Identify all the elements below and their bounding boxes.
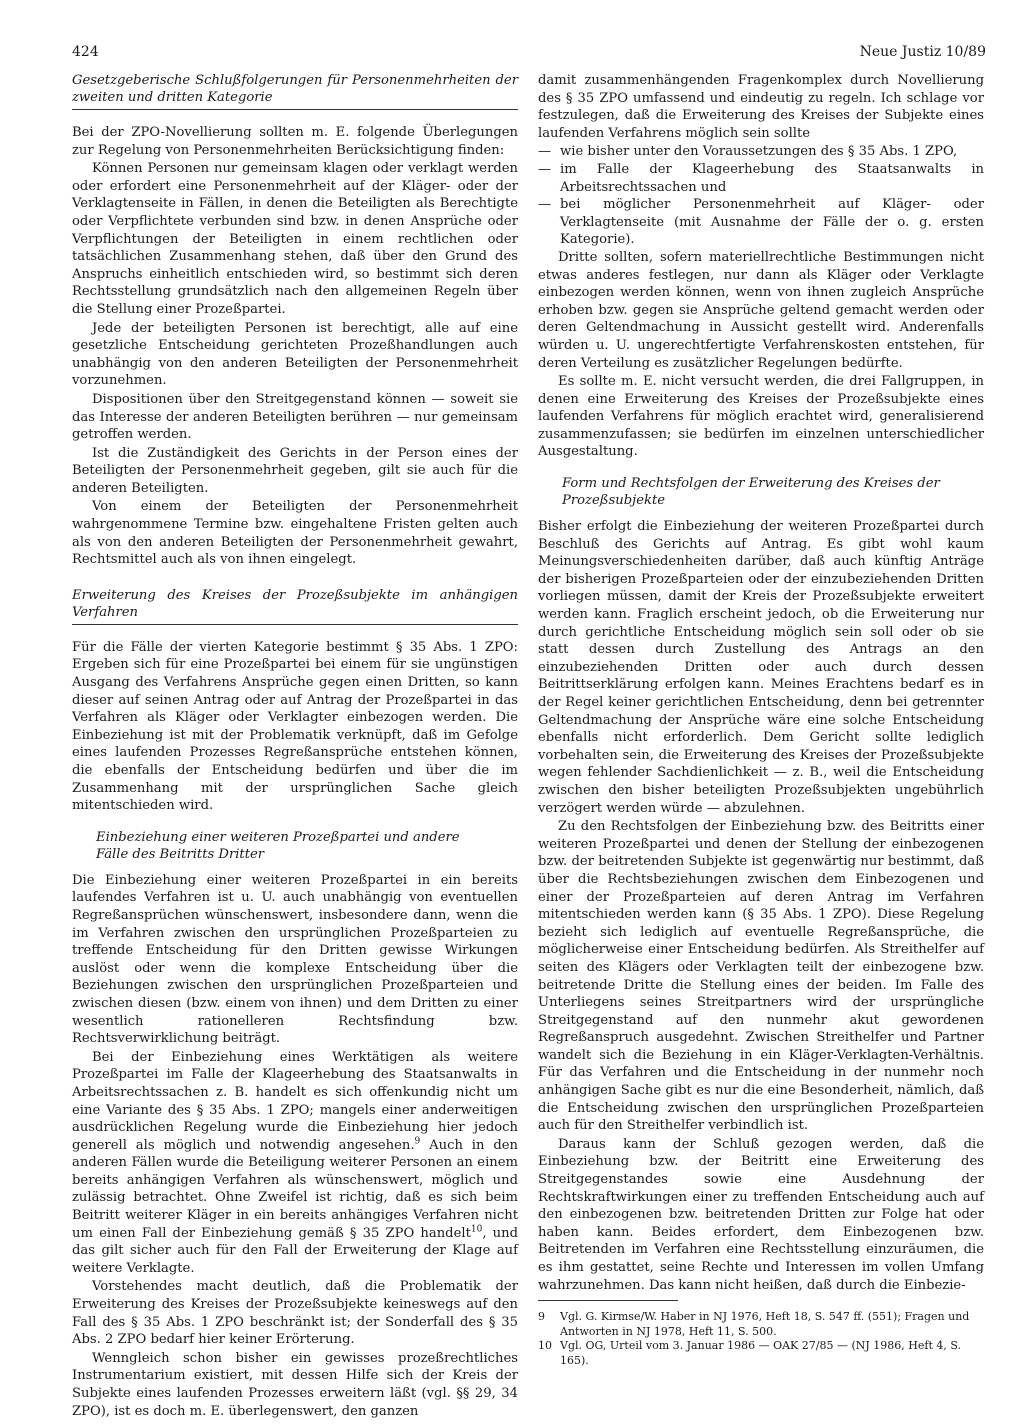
section-heading: Erweiterung des Kreises der Prozeßsubjekte im anhängigen Verfahren xyxy=(72,587,518,625)
footnote xyxy=(538,1310,984,1339)
footnote-text: Vgl. OG, Urteil vom 3. Januar 1986 — OAK 27/85 — (NJ 1986, Heft 4, S. 165). xyxy=(560,1339,961,1367)
paragraph: Können Personen nur gemeinsam klagen oder verklagt werden oder erfordert eine Personenmehrheit auf der Kläger- oder der Verklagtenseite in Fällen, in denen die Beteiligten als Berechtigte oder Verpflichtete verbunden sind bzw. in denen Ansprüche oder Verpflichtungen der Beteiligten in einem rechtlichen oder tatsächlichen Zusammenhang stehen, daß über den Grund des Anspruchs einheitlich entschieden wird, so bestimmt sich deren Rechtsstellung grundsätzlich nach den allgemeinen Regeln über die Stellung einer Prozeßpartei. xyxy=(72,161,518,317)
page-number: 424 xyxy=(72,44,99,60)
proposal-list xyxy=(538,143,984,249)
footnote-text: Vgl. G. Kirmse/W. Haber in NJ 1976, Heft 18, S. 547 ff. (551); Fragen und Antworten in NJ 1978, Heft 11, S. 500. xyxy=(560,1310,970,1338)
footnote-ref[interactable]: 9 xyxy=(414,1136,421,1147)
paragraph: Wenngleich schon bisher ein gewisses prozeßrechtliches Instrumentarium existiert, mit dessen Hilfe sich der Kreis der Subjekte eines laufenden Prozesses erweitern läßt (vgl. §§ 29, 34 ZPO), ist es doch m. E. überlegenswert, den ganzen xyxy=(72,1350,518,1419)
footnote-ref[interactable]: 10 xyxy=(470,1224,483,1235)
left-column xyxy=(72,72,518,1421)
footnote xyxy=(538,1339,984,1368)
paragraph: Ist die Zuständigkeit des Gerichts in der Person eines der Beteiligten der Personenmehrheit gegeben, gilt sie auch für die anderen Beteiligten. xyxy=(72,445,518,496)
footnotes xyxy=(538,1310,984,1368)
footnote-number: 9 xyxy=(538,1310,545,1323)
footnote-divider xyxy=(538,1300,678,1301)
subsection-heading: Form und Rechtsfolgen der Erweiterung des Kreises der Prozeßsubjekte xyxy=(562,476,940,509)
paragraph: Es sollte m. E. nicht versucht werden, die drei Fallgruppen, in denen eine Erweiterung des Kreises der Prozeßsubjekte eines laufenden Verfahrens für möglich erachtet wird, generalisierend zusammenzufassen; sie bedürfen im einzelnen unterschiedlicher Ausgestaltung. xyxy=(538,374,984,460)
paragraph: Dispositionen über den Streitgegenstand können — soweit sie das Interesse der anderen Beteiligten berühren — nur gemeinsam getroffen werden. xyxy=(72,391,518,443)
subsection-heading: Einbeziehung einer weiteren Prozeßpartei und andere Fälle des Beitritts Dritter xyxy=(96,829,460,862)
paragraph: Bei der Einbeziehung eines Werktätigen als weitere Prozeßpartei im Falle der Klageerhebung des Staatsanwalts in Arbeitsrechtssachen z. B. handelt es sich offenkundig nicht um eine Variante des § 35 Abs. 1 ZPO; mangels einer anderweitigen ausdrücklichen Regelung wurde die Einbeziehung hier jedoch generell als möglich und notwendig angesehen.$^9$ Auch in den anderen Fällen wurde die Beteiligung weiterer Personen an einem bereits anhängigen Verfahren als wünschenswert, möglich und zulässig betrachtet. Ohne Zweifel ist richtig, daß es sich beim Beitritt weiterer Kläger in ein bereits anhängiges Verfahren nicht um einen Fall der Einbeziehung gemäß § 35 ZPO handelt$^{10}$, und das gilt sicher auch für den Fall der Erweiterung der Klage auf weitere Verklagte. xyxy=(72,1049,519,1276)
paragraph: Bei der ZPO-Novellierung sollten m. E. folgende Überlegungen zur Regelung von Personenmehrheiten Berücksichtigung finden: xyxy=(72,125,518,158)
section-heading: Gesetzgeberische Schlußfolgerungen für Personenmehrheiten der zweiten und dritten Kategorie xyxy=(72,72,518,110)
paragraph: Von einem der Beteiligten der Personenmehrheit wahrgenommene Termine bzw. eingehaltene Fristen gelten auch als von den anderen Beteiligten der Personenmehrheit gewahrt, Rechtsmittel auch als von ihnen eingelegt. xyxy=(72,499,518,568)
right-column xyxy=(538,72,984,1295)
list-item: — wie bisher unter den Voraussetzungen des § 35 Abs. 1 ZPO, xyxy=(538,143,984,161)
list-item: — im Falle der Klageerhebung des Staatsanwalts in Arbeitsrechtssachen und xyxy=(538,161,984,196)
paragraph: Jede der beteiligten Personen ist berechtigt, alle auf eine gesetzliche Entscheidung gerichteten Prozeßhandlungen auch unabhängig von den anderen Beteiligten der Personenmehrheit vorzunehmen. xyxy=(72,320,518,389)
paragraph: Bisher erfolgt die Einbeziehung der weiteren Prozeßpartei durch Beschluß des Gerichts auf Antrag. Es gibt wohl kaum Meinungsverschiedenheiten darüber, daß auch künftig Anträge der bisherigen Prozeßparteien oder der einzubeziehenden Dritten vorliegen müssen, damit der Kreis der Prozeßsubjekte erweitert werden kann. Fraglich erscheint jedoch, ob die Erweiterung nur durch gerichtliche Entscheidung möglich sein soll oder ob sie statt dessen durch Zustellung des Antrags an den einzubeziehenden Dritten oder auch durch dessen Beitrittserklärung erfolgen kann. Meines Erachtens bedarf es in der Regel keiner gerichtlichen Entscheidung, denn bei getrennter Geltendmachung der Ansprüche wäre eine solche Entscheidung ebenfalls nicht erforderlich. Dem Gericht sollte lediglich vorbehalten sein, die Erweiterung des Kreises der Prozeßsubjekte wegen fehlender Sachdienlichkeit — z. B., weil die Entscheidung zwischen den bisher beteiligten Prozeßsubjekten ungebührlich verzögert werden würde — abzulehnen. xyxy=(538,519,984,816)
journal-issue: Neue Justiz 10/89 xyxy=(859,44,986,60)
paragraph: Daraus kann der Schluß gezogen werden, daß die Einbeziehung bzw. der Beitritt eine Erweiterung des Streitgegenstandes sowie eine Ausdehnung der Rechtskraftwirkungen einer zu treffenden Entscheidung auch auf den einbezogenen bzw. beitretenden Dritten zur Folge hat oder haben kann. Beides erfordert, dem Einbezogenen bzw. Beitretenden im Verfahren eine Rechtsstellung einzuräumen, die es ihm gestattet, seine Rechte und Interessen im vollen Umfang wahrzunehmen. Das kann nicht heißen, daß durch die Einbezie- xyxy=(538,1136,984,1293)
paragraph: damit zusammenhängenden Fragenkomplex durch Novellierung des § 35 ZPO umfassend und eindeutig zu regeln. Ich schlage vor festzulegen, daß die Erweiterung des Kreises der Subjekte eines laufenden Verfahrens möglich sein sollte xyxy=(538,73,984,141)
paragraph: Die Einbeziehung einer weiteren Prozeßpartei in ein bereits laufendes Verfahren ist u. U. auch unabhängig von eventuellen Regreßansprüchen wünschenswert, insbesondere dann, wenn die im Verfahren zwischen den ursprünglichen Prozeßparteien zu treffende Entscheidung für den Dritten gewisse Wirkungen auslöst oder wenn die komplexe Entscheidung über die Beziehungen zwischen den ursprünglichen Prozeßparteien und zwischen diesen (bzw. einem von ihnen) und dem Dritten zu einer wesentlich rationelleren Rechtsfindung bzw. Rechtsverwirklichung beiträgt. xyxy=(72,872,518,1047)
paragraph: Dritte sollten, sofern materiellrechtliche Bestimmungen nicht etwas anderes festlegen, nur dann als Kläger oder Verklagte einbezogen werden können, wenn von ihnen zugleich Ansprüche erhoben bzw. gegen sie Ansprüche geltend gemacht werden oder deren Geltendmachung in Aussicht gestellt wird. Anderenfalls würden u. U. ungerechtfertigte Verfahrenskosten entstehen, für deren Verteilung es zusätzlicher Regelungen bedürfte. xyxy=(538,249,984,371)
list-item: — bei möglicher Personenmehrheit auf Kläger- oder Verklagtenseite (mit Ausnahme der Fälle der o. g. ersten Kategorie). xyxy=(538,196,984,249)
paragraph: Für die Fälle der vierten Kategorie bestimmt § 35 Abs. 1 ZPO: Ergeben sich für eine Prozeßpartei bei einem für sie ungünstigen Ausgang des Verfahrens Ansprüche gegen einen Dritten, so kann dieser auf seinen Antrag oder auf Antrag der Prozeßpartei in das Verfahren als Kläger oder Verklagter einbezogen werden. Die Einbeziehung ist mit der Problematik verknüpft, daß im Gefolge eines laufenden Prozesses Regreßansprüche entstehen können, die ebenfalls der Entscheidung bedürfen und über die im Zusammenhang mit der ursprünglichen Sache gleich mitentschieden wird. xyxy=(72,639,518,814)
paragraph: Zu den Rechtsfolgen der Einbeziehung bzw. des Beitritts einer weiteren Prozeßpartei und denen der Stellung der einbezogenen bzw. der beitretenden Subjekte ist gegenwärtig nur bestimmt, daß über die Rechtsbeziehungen zwischen dem Einbezogenen und einer der Prozeßparteien auf deren Antrag im Verfahren mitentschieden werden kann (§ 35 Abs. 1 ZPO). Diese Regelung bezieht sich lediglich auf eventuelle Regreßansprüche, die möglicherweise einer Entscheidung bedürfen. Als Streithelfer auf seiten des Klägers oder Verklagten teilt der einbezogene bzw. beitretende Dritte die Stellung eines der beiden. Im Falle des Unterliegens seines Streitpartners wird der ursprüngliche Streitgegenstand auf den nunmehr akut gewordenen Regreßanspruch ausgedehnt. Zwischen Streithelfer und Partner wandelt sich die Beziehung in ein Kläger-Verklagten-Verhältnis. Für das Verfahren und die Entscheidung in der nunmehr noch anhängigen Sache gibt es nur die eine Besonderheit, nämlich, daß die Entscheidung zwischen den ursprünglichen Prozeßparteien auch für den Streithelfer verbindlich ist. xyxy=(538,819,984,1134)
footnote-number: 10 xyxy=(538,1339,552,1352)
paragraph: Vorstehendes macht deutlich, daß die Problematik der Erweiterung des Kreises der Prozeßsubjekte keineswegs auf den Fall des § 35 Abs. 1 ZPO beschränkt ist; der Sonderfall des § 35 Abs. 2 ZPO bedarf hier keiner Erörterung. xyxy=(72,1279,518,1348)
